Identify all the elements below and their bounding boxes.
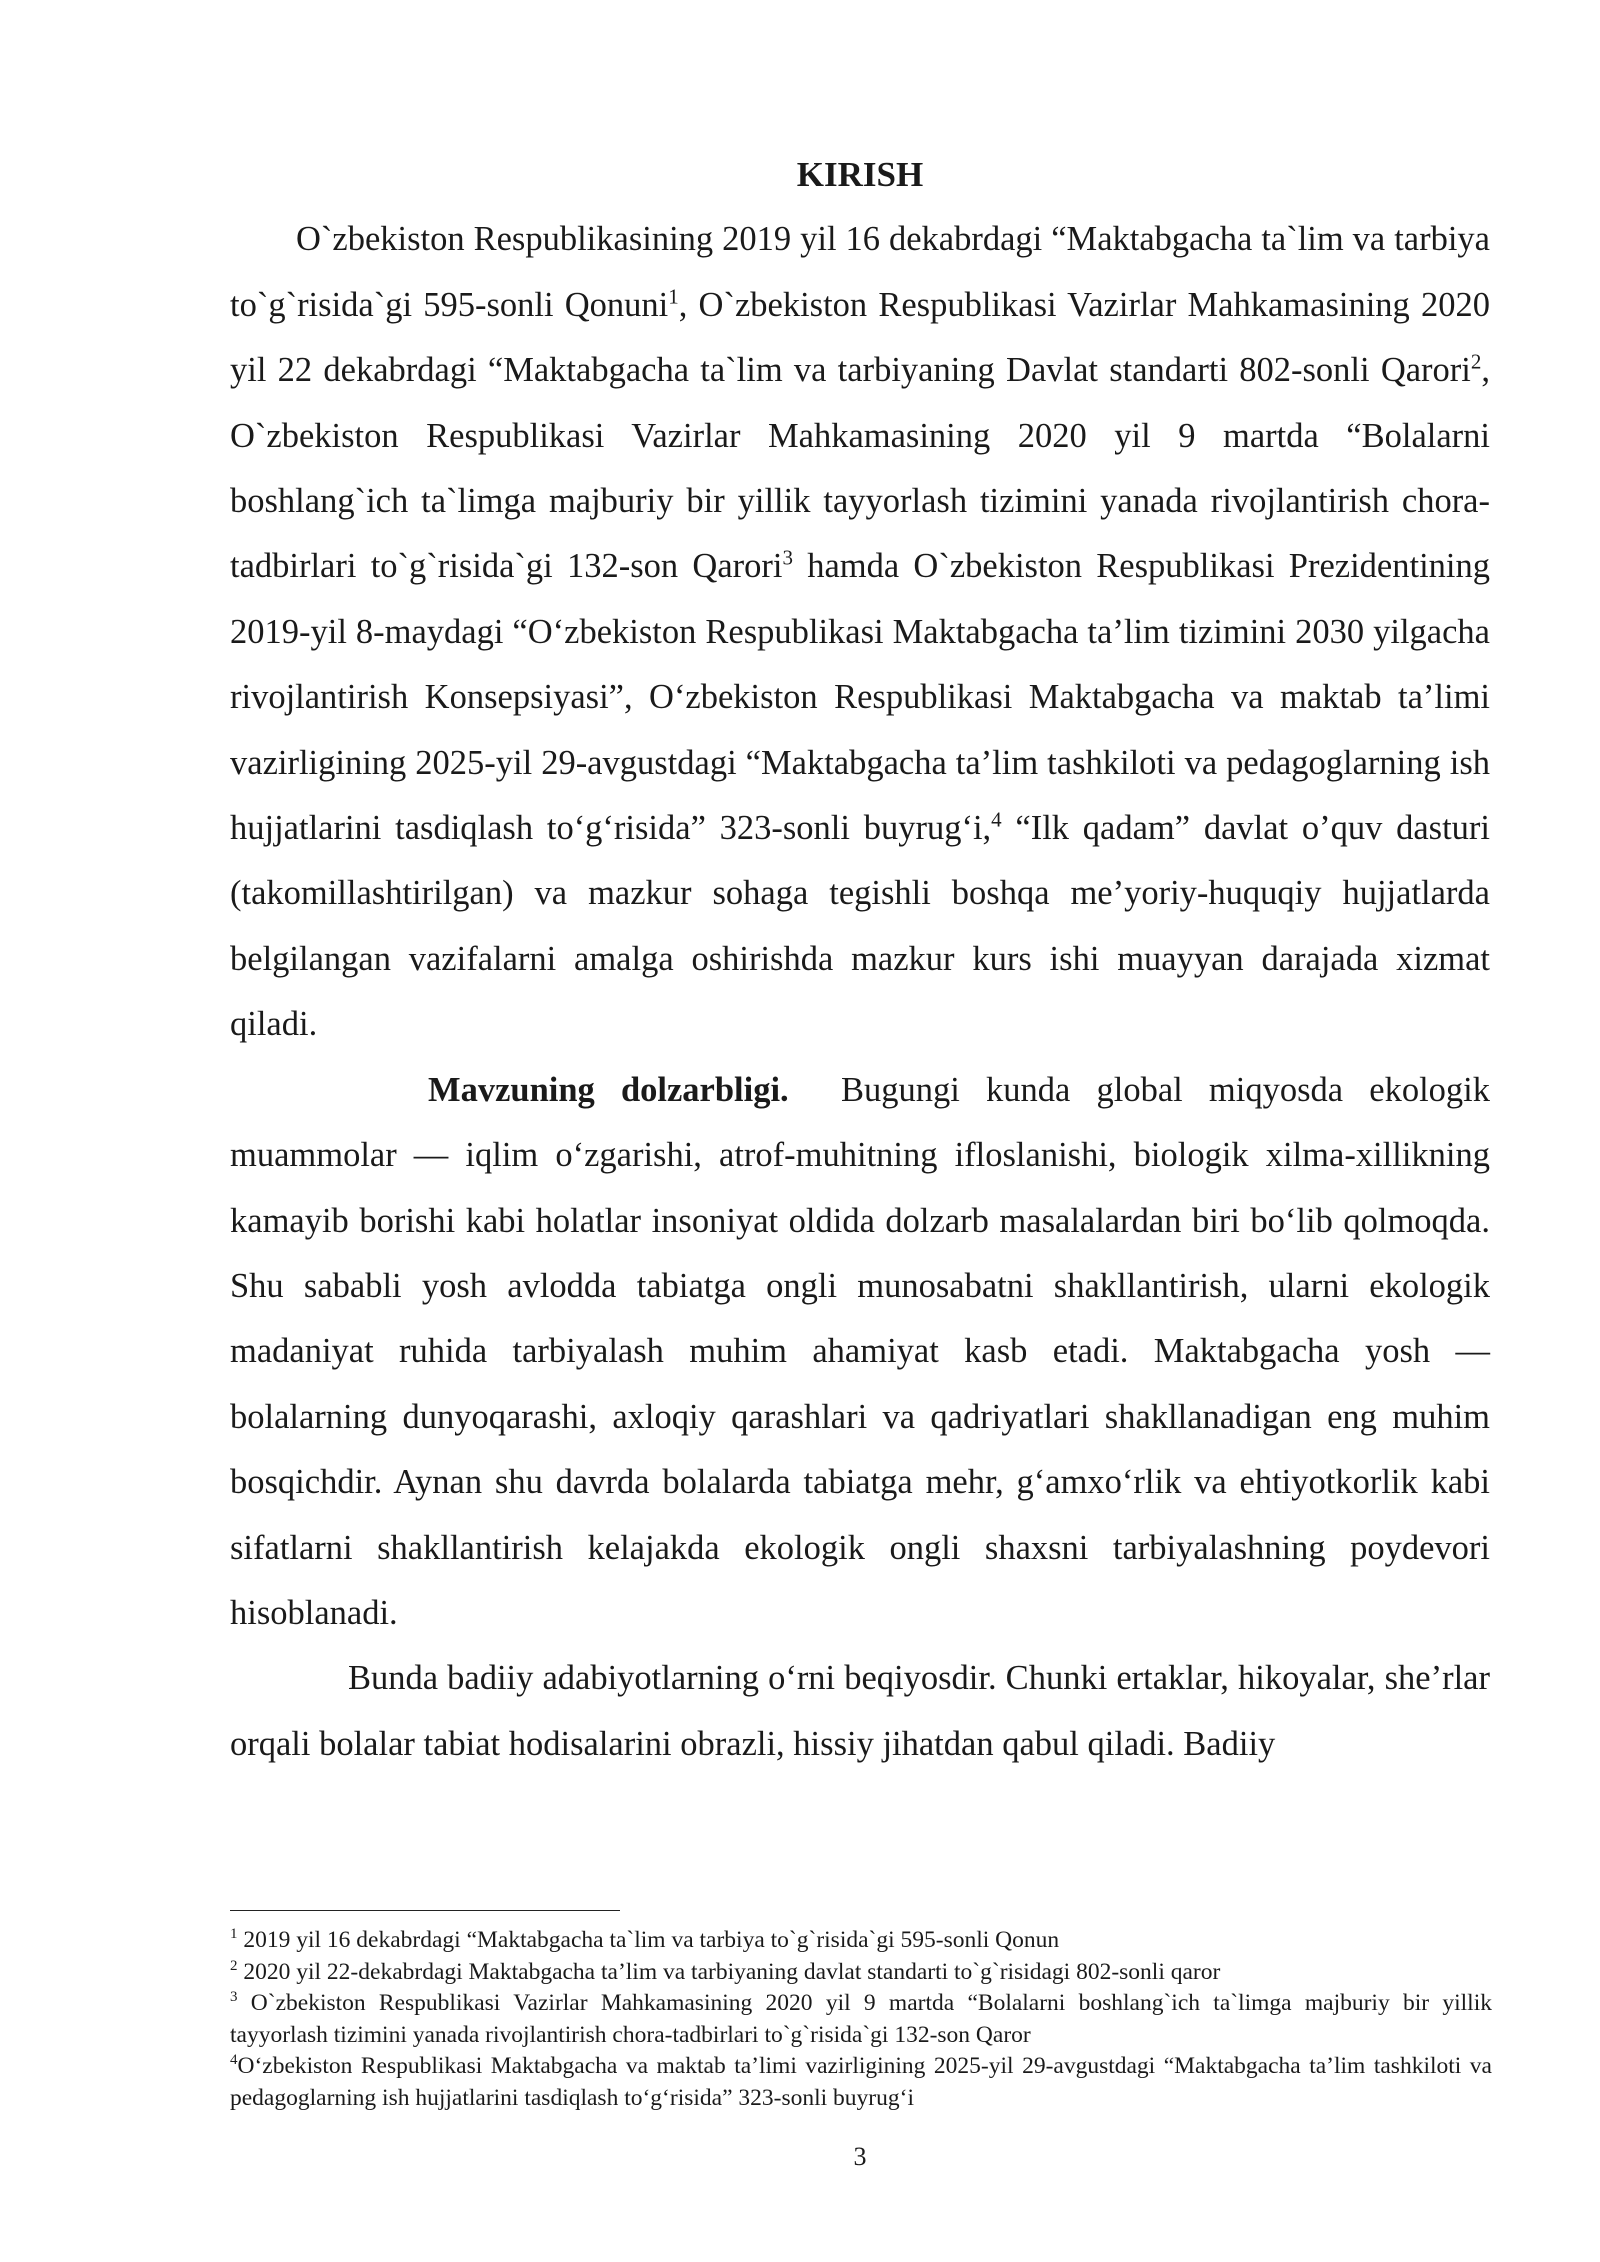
footnote-text: 2020 yil 22-dekabrdagi Maktabgacha ta’lim va tarbiyaning davlat standarti to`g`risidagi 802-sonli qaror <box>237 1958 1221 1985</box>
footnote-text: O‘zbekiston Respublikasi Maktabgacha va maktab ta’limi vazirligining 2025-yil 29-avgustdagi “Maktabgacha ta’lim tashkiloti va pedagoglarning ish hujjatlarini tasdiqlash to‘g‘risida” 323-sonli buyrug‘i <box>230 2053 1492 2111</box>
intro-text-1: O`zbekiston Respublikasining 2019 yil 16 dekabrdagi “Maktabgacha ta`lim va tarbiya to`g`risida`gi 595-sonli Qonuni <box>230 220 1490 324</box>
footnote-number: 4 <box>230 2052 238 2069</box>
footnote-number: 2 <box>230 1957 238 1974</box>
intro-paragraph <box>230 207 1490 1057</box>
footnote-number: 1 <box>230 1926 238 1943</box>
intro-text-4: hamda O`zbekiston Respublikasi Prezidentining 2019-yil 8-maydagi “O‘zbekiston Respublikasi Maktabgacha ta’lim tizimini 2030 yilgacha rivojlantirish Konsepsiyasi”, O‘zbekiston Respublikasi Maktabgacha va maktab ta’limi vazirligining 2025-yil 29-avgustdagi “Maktabgacha ta’lim tashkiloti va pedagoglarning ish hujjatlarini tasdiqlash to‘g‘risida” 323-sonli buyrug‘i, <box>230 547 1490 848</box>
footnote-text: 2019 yil 16 dekabrdagi “Maktabgacha ta`lim va tarbiya to`g`risida`gi 595-sonli Qonun <box>237 1927 1060 1953</box>
relevance-lead: Mavzuning dolzarbligi. <box>428 1070 789 1109</box>
footnote-4 <box>230 2051 1492 2114</box>
intro-text-5: “Ilk qadam” davlat o’quv dasturi (takomillashtirilgan) va mazkur sohaga tegishli boshqa me’yoriy-huquqiy hujjatlarda belgilangan vazifalarni amalga oshirishda mazkur kurs ishi muayyan darajada xizmat qiladi. <box>230 809 1490 1044</box>
footnote-ref-3[interactable]: 3 <box>782 545 793 570</box>
footnote-number: 3 <box>230 1989 238 2006</box>
footnote-text: O`zbekiston Respublikasi Vazirlar Mahkamasining 2020 yil 9 martda “Bolalarni boshlang`ich ta`limga majburiy bir yillik tayyorlash tizimini yanada rivojlantirish chora-tadbirlari to`g`risida`gi 132-son Qaror <box>230 1990 1492 2048</box>
footnote-1 <box>230 1925 1492 1957</box>
footnotes <box>230 1925 1492 2114</box>
relevance-text: Bugungi kunda global miqyosda ekologik muammolar — iqlim o‘zgarishi, atrof-muhitning ifloslanishi, biologik xilma-xillikning kamayib borishi kabi holatlar insoniyat oldida dolzarb masalalardan biri bo‘lib qolmoqda. Shu sababli yosh avlodda tabiatga ongli munosabatni shakllantirish, ularni ekologik madaniyat ruhida tarbiyalash muhim ahamiyat kasb etadi. Maktabgacha yosh — bolalarning dunyoqarashi, axloqiy qarashlari va qadriyatlari shakllanadigan eng muhim bosqichdir. Aynan shu davrda bolalarda tabiatga mehr, g‘amxo‘rlik va ehtiyotkorlik kabi sifatlarni shakllantirish kelajakda ekologik ongli shaxsni tarbiyalashning poydevori hisoblanadi. <box>230 1070 1499 1632</box>
footnote-ref-1[interactable]: 1 <box>668 284 679 309</box>
intro-text-2: , O`zbekiston Respublikasi Vazirlar Mahkamasining 2020 yil 22 dekabrdagi “Maktabgacha ta`lim va tarbiyaning Davlat standarti 802-sonli Qarori <box>230 285 1490 390</box>
footnote-2 <box>230 1957 1492 1989</box>
footnote-3 <box>230 1988 1492 2051</box>
page-number: 3 <box>853 2142 867 2171</box>
section-heading: KIRISH <box>796 155 924 194</box>
body-text <box>230 142 1499 1777</box>
footnote-ref-2[interactable]: 2 <box>1470 349 1482 374</box>
literature-paragraph: Bunda badiiy adabiyotlarning o‘rni beqiyosdir. Chunki ertaklar, hikoyalar, she’rlar orqali bolalar tabiat hodisalarini obrazli, hissiy jihatdan qabul qiladi. Badiiy <box>230 1659 1490 1763</box>
footnote-separator <box>230 1910 620 1911</box>
footnote-ref-4[interactable]: 4 <box>991 807 1002 832</box>
intro-text-3: , O`zbekiston Respublikasi Vazirlar Mahkamasining 2020 yil 9 martda “Bolalarni boshlang`ich ta`limga majburiy bir yillik tayyorlash tizimini yanada rivojlantirish chora-tadbirlari to`g`risida`gi 132-son Qarori <box>230 351 1490 586</box>
relevance-paragraph <box>230 1058 1499 1647</box>
